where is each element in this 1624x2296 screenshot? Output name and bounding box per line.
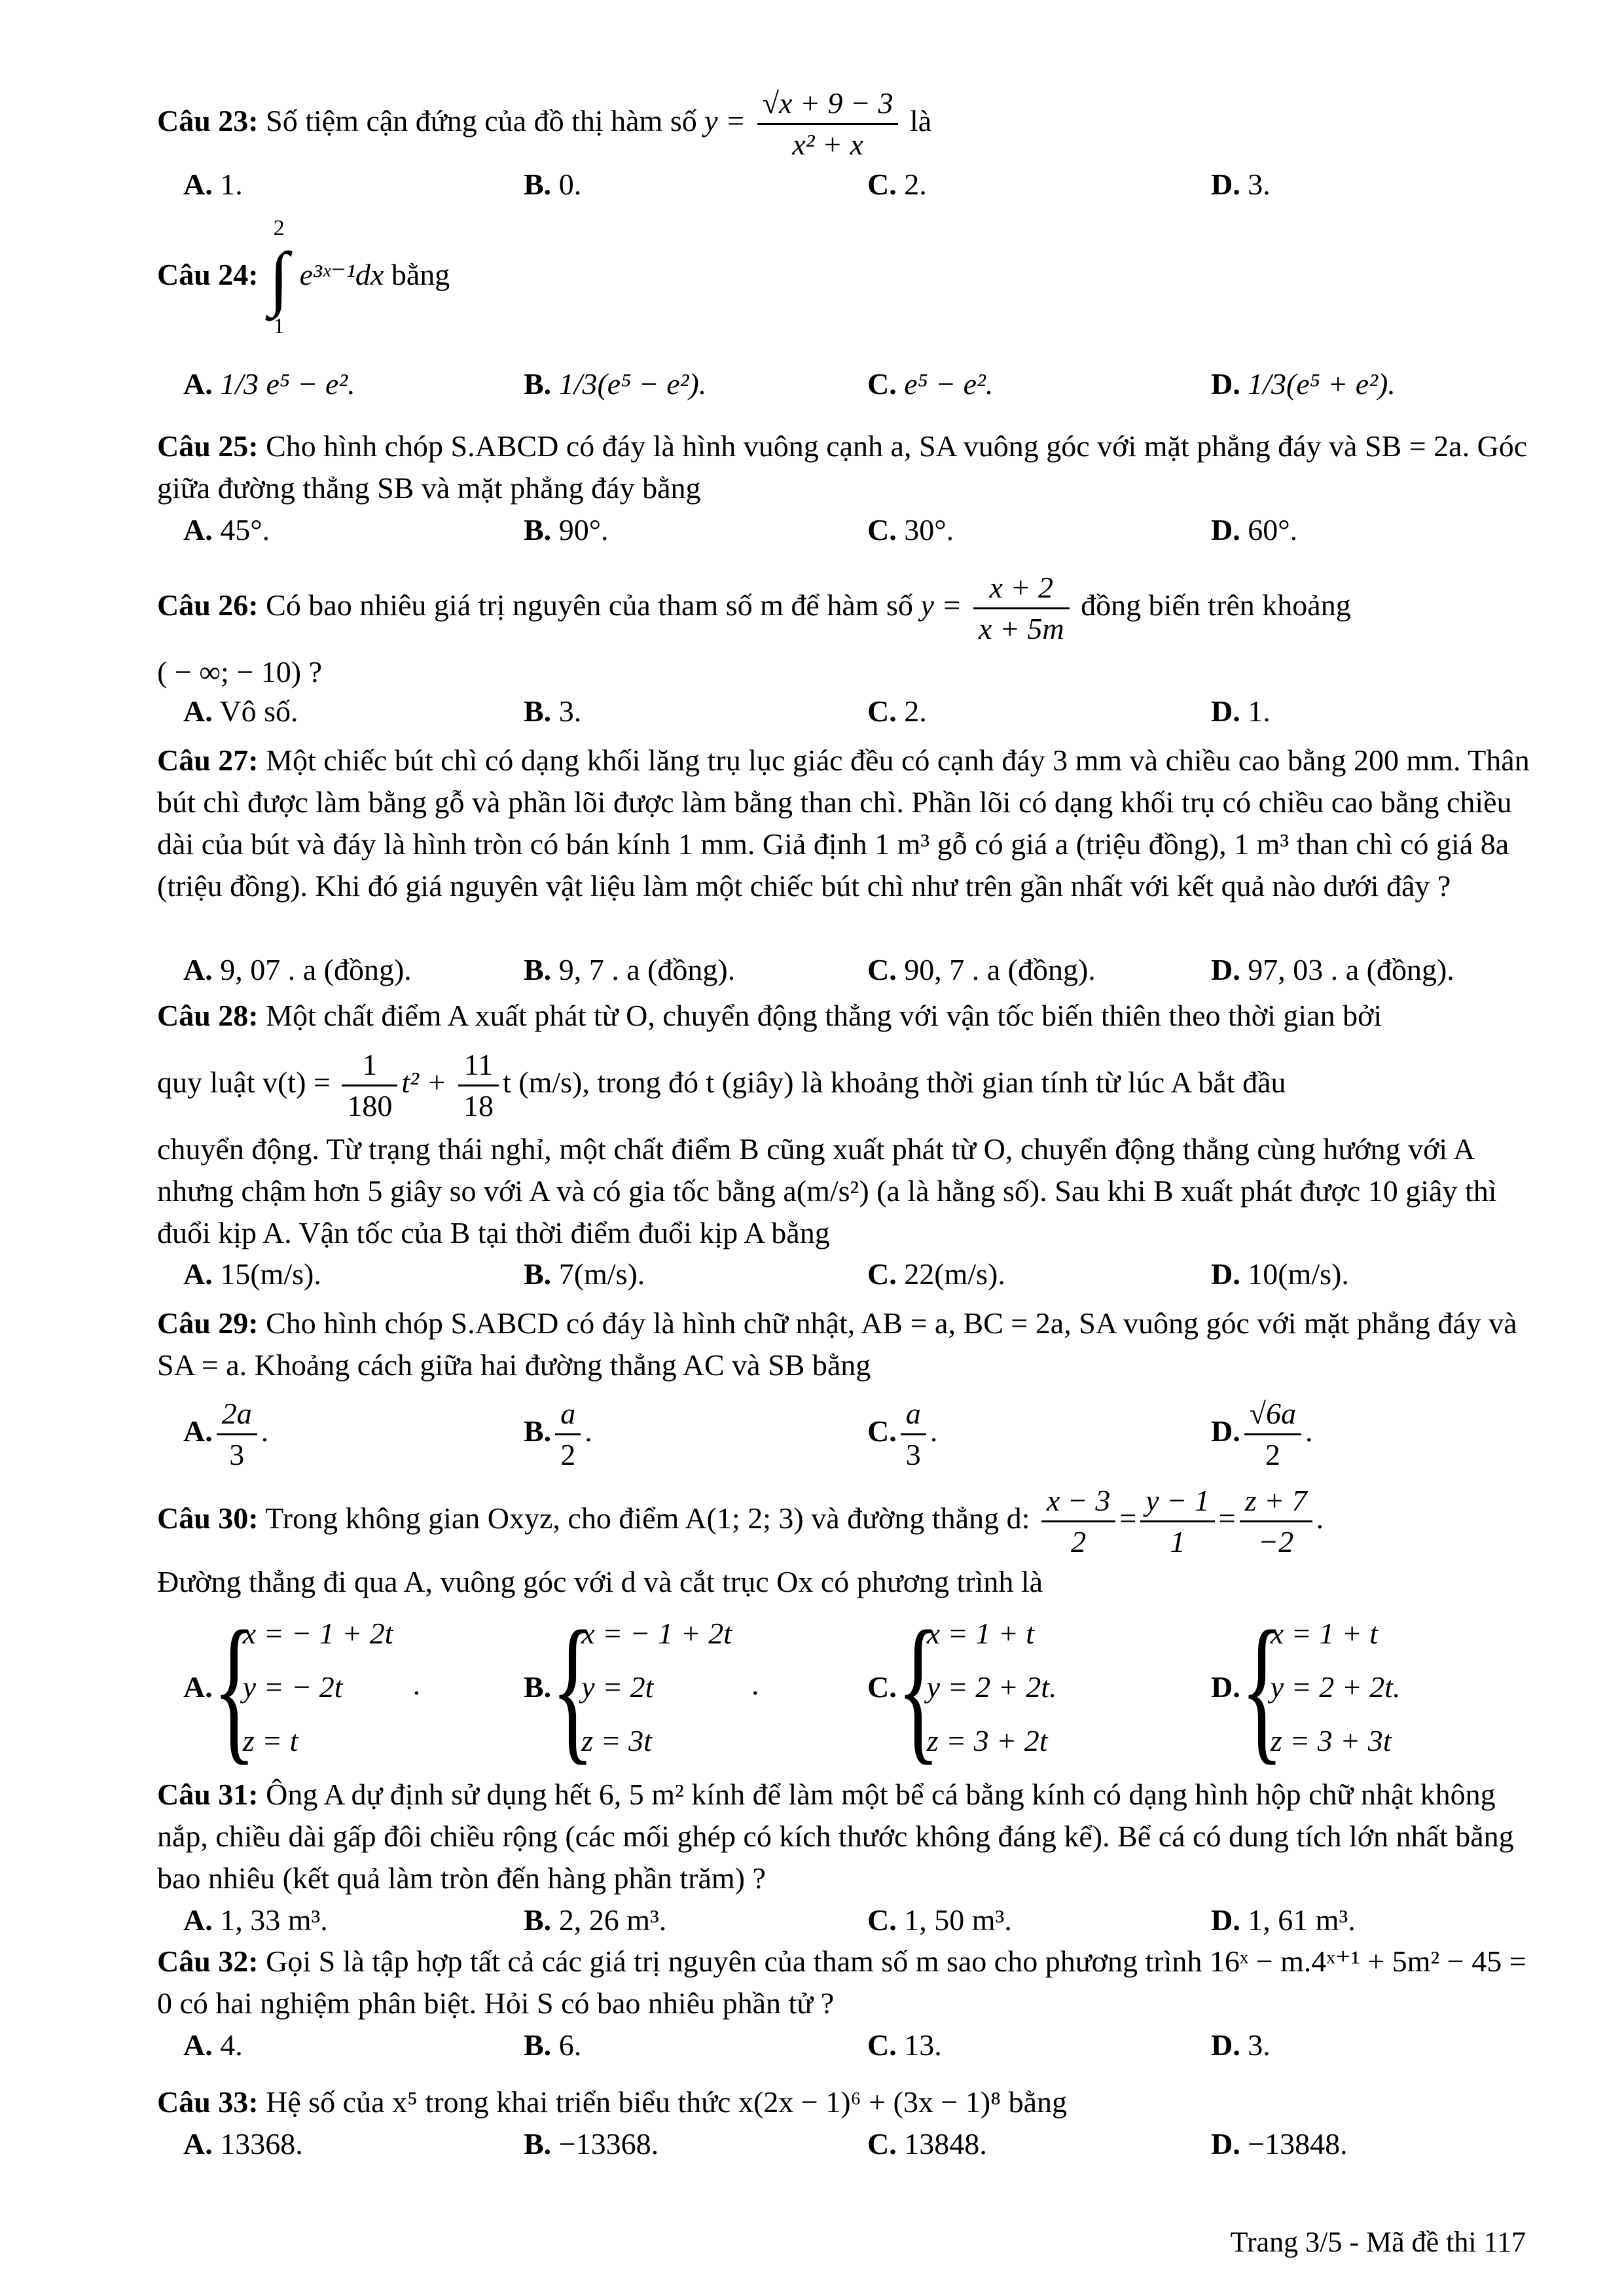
answer-d[interactable]: D. { x = 1 + t y = 2 + 2t. z = 3 + 3t xyxy=(1211,1598,1401,1779)
question-text-cont: Đường thẳng đi qua A, vuông góc với d và cắt trục Ox có phương trình là xyxy=(157,1565,1043,1598)
question-27 xyxy=(157,740,1532,986)
answer-b[interactable]: B. 6. xyxy=(524,2028,582,2062)
question-text: Hệ số của x⁵ trong khai triển biểu thức x(2x − 1)⁶ + (3x − 1)⁸ bằng xyxy=(266,2085,1068,2119)
question-text: Một chiếc bút chì có dạng khối lăng trụ lục giác đều có cạnh đáy 3 mm và chiều cao bằng 200 mm. Thân bút chì được làm bằng gỗ và phần lõi được làm bằng than chì. Phần lõi có dạng khối trụ có chiều cao bằng chiều dài của bút và đáy là hình tròn có bán kính 1 mm. Giả định 1 m³ gỗ có giá a (triệu đồng), 1 m³ than chì có giá 8a (triệu đồng). Khi đó giá nguyên vật liệu làm một chiếc bút chì như trên gần nhất với kết quả nào dưới đây ? xyxy=(157,744,1530,903)
answer-a[interactable]: A. 13368. xyxy=(183,2127,303,2161)
question-label: Câu 33: xyxy=(157,2085,259,2119)
answer-row xyxy=(157,2024,1532,2066)
interval: ( − ∞; − 10) ? xyxy=(157,655,323,689)
answer-d[interactable]: D. 3. xyxy=(1211,2028,1271,2062)
answer-b[interactable]: B. 90°. xyxy=(524,513,609,547)
integrand: e³ˣ⁻¹dx xyxy=(299,258,384,291)
answer-c[interactable]: C. $\frac{a}{3}$ . xyxy=(867,1394,937,1475)
fraction xyxy=(757,84,899,164)
answer-a[interactable]: A. 1. xyxy=(183,168,243,201)
question-label: Câu 32: xyxy=(157,1945,259,1978)
answer-c[interactable]: C. 30°. xyxy=(867,513,954,547)
question-label: Câu 31: xyxy=(157,1778,259,1811)
answer-row xyxy=(157,509,1532,551)
numerator: √x + 9 − 3 xyxy=(757,84,899,125)
answer-b[interactable]: B. −13368. xyxy=(524,2127,659,2161)
question-text: Một chất điểm A xuất phát từ O, chuyển động thẳng với vận tốc biến thiên theo thời gian bởi xyxy=(266,999,1382,1032)
answer-row xyxy=(157,1253,1532,1295)
answer-row xyxy=(157,691,1532,732)
function-lhs: y = xyxy=(704,104,746,137)
answer-d[interactable]: D. 60°. xyxy=(1211,513,1298,547)
answer-c[interactable]: C. 22(m/s). xyxy=(867,1257,1005,1291)
answer-c[interactable]: C. 1, 50 m³. xyxy=(867,1903,1012,1937)
answer-d[interactable]: D. 97, 03 . a (đồng). xyxy=(1211,953,1454,986)
answer-d[interactable]: D. $\frac{√6a}{2}$ . xyxy=(1211,1394,1312,1475)
function-lhs: y = xyxy=(920,588,962,622)
question-text: Trong không gian Oxyz, cho điểm A(1; 2; 3) và đường thẳng d: xyxy=(265,1501,1030,1535)
integral-sign: 2 ∫ 1 xyxy=(269,216,289,339)
answer-row xyxy=(157,363,1532,405)
question-text-cont: chuyển động. Từ trạng thái nghỉ, một chất điểm B cũng xuất phát từ O, chuyển động thẳng cùng hướng với A nhưng chậm hơn 5 giây so với A và có gia tốc bằng a(m/s²) (a là hằng số). Sau khi B xuất phát được 10 giây thì đuổi kịp A. Vận tốc của B tại thời điểm đuổi kịp A bằng xyxy=(157,1132,1497,1249)
answer-a[interactable]: A. { x = − 1 + 2t y = − 2t z = t . xyxy=(183,1598,421,1779)
answer-d[interactable]: D. 1/3(e⁵ + e²). xyxy=(1211,367,1396,401)
question-label: Câu 29: xyxy=(157,1306,259,1340)
question-label: Câu 28: xyxy=(157,999,259,1032)
answer-row xyxy=(157,1899,1532,1941)
question-text: Có bao nhiêu giá trị nguyên của tham số m để hàm số xyxy=(266,588,913,622)
page-footer: Trang 3/5 - Mã đề thi 117 xyxy=(1230,2226,1526,2258)
answer-c[interactable]: C. 13. xyxy=(867,2028,942,2062)
question-26 xyxy=(157,560,1532,728)
question-label: Câu 26: xyxy=(157,588,259,622)
question-33 xyxy=(157,2081,1532,2161)
answer-row xyxy=(157,1394,1532,1479)
answer-row xyxy=(157,949,1532,991)
question-tail: đồng biến trên khoảng xyxy=(1081,588,1351,622)
answer-c[interactable]: C. { x = 1 + t y = 2 + 2t. z = 3 + 2t xyxy=(867,1598,1057,1779)
answer-a[interactable]: A. $\frac{2a}{3}$ . xyxy=(183,1394,268,1475)
question-text: Ông A dự định sử dụng hết 6, 5 m² kính để làm một bể cá bằng kính có dạng hình hộp chữ nhật không nắp, chiều dài gấp đôi chiều rộng (các mối ghép có kích thước không đáng kể). Bể cá có dung tích lớn nhất bằng bao nhiêu (kết quả làm tròn đến hàng phần trăm) ? xyxy=(157,1778,1514,1895)
answer-c[interactable]: C. e⁵ − e². xyxy=(867,367,994,401)
answer-row xyxy=(157,1598,1532,1779)
question-23 xyxy=(157,72,1532,201)
question-label: Câu 25: xyxy=(157,429,259,463)
answer-d[interactable]: D. 1. xyxy=(1211,694,1271,728)
answer-d[interactable]: D. 3. xyxy=(1211,168,1271,201)
question-32 xyxy=(157,1941,1532,2062)
answer-a[interactable]: A. 1/3 e⁵ − e². xyxy=(183,367,355,401)
answer-c[interactable]: C. 13848. xyxy=(867,2127,987,2161)
answer-a[interactable]: A. 4. xyxy=(183,2028,243,2062)
question-label: Câu 30: xyxy=(157,1501,259,1535)
question-25 xyxy=(157,425,1532,547)
denominator: x² + x xyxy=(792,127,863,161)
question-28 xyxy=(157,995,1532,1291)
answer-b[interactable]: B. $\frac{a}{2}$ . xyxy=(524,1394,592,1475)
answer-row xyxy=(157,2123,1532,2165)
answer-d[interactable]: D. 1, 61 m³. xyxy=(1211,1903,1356,1937)
answer-c[interactable]: C. 90, 7 . a (đồng). xyxy=(867,953,1096,986)
question-text: Cho hình chóp S.ABCD có đáy là hình chữ nhật, AB = a, BC = 2a, SA vuông góc với mặt phẳng đáy và SA = a. Khoảng cách giữa hai đường thẳng AC và SB bằng xyxy=(157,1306,1517,1382)
question-label: Câu 23: xyxy=(157,104,259,137)
question-24 xyxy=(157,213,1532,401)
answer-b[interactable]: B. 0. xyxy=(524,168,582,201)
question-tail: bằng xyxy=(391,258,450,291)
question-label: Câu 24: xyxy=(157,258,259,291)
question-31 xyxy=(157,1774,1532,1937)
answer-c[interactable]: C. 2. xyxy=(867,168,927,201)
question-text: Gọi S là tập hợp tất cả các giá trị nguyên của tham số m sao cho phương trình 16ˣ − m.4ˣ⁺¹ + 5m² − 45 = 0 có hai nghiệm phân biệt. Hỏi S có bao nhiêu phần tử ? xyxy=(157,1945,1526,2020)
answer-b[interactable]: B. 2, 26 m³. xyxy=(524,1903,667,1937)
answer-row xyxy=(157,164,1532,206)
answer-a[interactable]: A. 9, 07 . a (đồng). xyxy=(183,953,412,986)
answer-a[interactable]: A. 1, 33 m³. xyxy=(183,1903,328,1937)
velocity-law: quy luật v(t) = $\frac{1}{180}$ t² + $\frac{11}{18}$ t (m/s), trong đó t (giây) là khoảng thời gian tính từ lúc A bắt đầu xyxy=(157,1037,1532,1128)
answer-b[interactable]: B. { x = − 1 + 2t y = 2t z = 3t . xyxy=(524,1598,759,1779)
question-text: Số tiệm cận đứng của đồ thị hàm số xyxy=(266,104,697,137)
question-29 xyxy=(157,1302,1532,1471)
answer-d[interactable]: D. 10(m/s). xyxy=(1211,1257,1349,1291)
answer-c[interactable]: C. 2. xyxy=(867,694,927,728)
fraction: $\frac{x + 2}{x + 5m}$ xyxy=(973,568,1070,649)
answer-a[interactable]: A. Vô số. xyxy=(183,694,298,728)
answer-b[interactable]: B. 7(m/s). xyxy=(524,1257,645,1291)
question-tail: là xyxy=(909,104,932,137)
answer-a[interactable]: A. 15(m/s). xyxy=(183,1257,321,1291)
answer-d[interactable]: D. −13848. xyxy=(1211,2127,1348,2161)
question-label: Câu 27: xyxy=(157,744,259,777)
answer-a[interactable]: A. 45°. xyxy=(183,513,270,547)
answer-b[interactable]: B. 9, 7 . a (đồng). xyxy=(524,953,736,986)
question-30: Câu 30: Trong không gian Oxyz, cho điểm A(1; 2; 3) và đường thẳng d: $\frac{x - 3}{2}$ = $\frac{y - 1}{1}$ = $\frac{z + 7}{-2}$ . Đường thẳng đi qua A, vuông góc với d và cắt trục Ox có phương trình là A. { x = − 1 + 2t y = − 2t z = t . B. { x = − 1 + 2t y = 2t z = 3t . C. { x = 1 + t y = 2 + 2t. z = 3 + 2t D. { x = 1 + t y = 2 + 2t. z = 3 + 3t xyxy=(157,1476,1532,1603)
answer-b[interactable]: B. 1/3(e⁵ − e²). xyxy=(524,367,707,401)
answer-b[interactable]: B. 3. xyxy=(524,694,582,728)
question-text: Cho hình chóp S.ABCD có đáy là hình vuông cạnh a, SA vuông góc với mặt phẳng đáy và SB = 2a. Góc giữa đường thẳng SB và mặt phẳng đáy bằng xyxy=(157,429,1528,505)
